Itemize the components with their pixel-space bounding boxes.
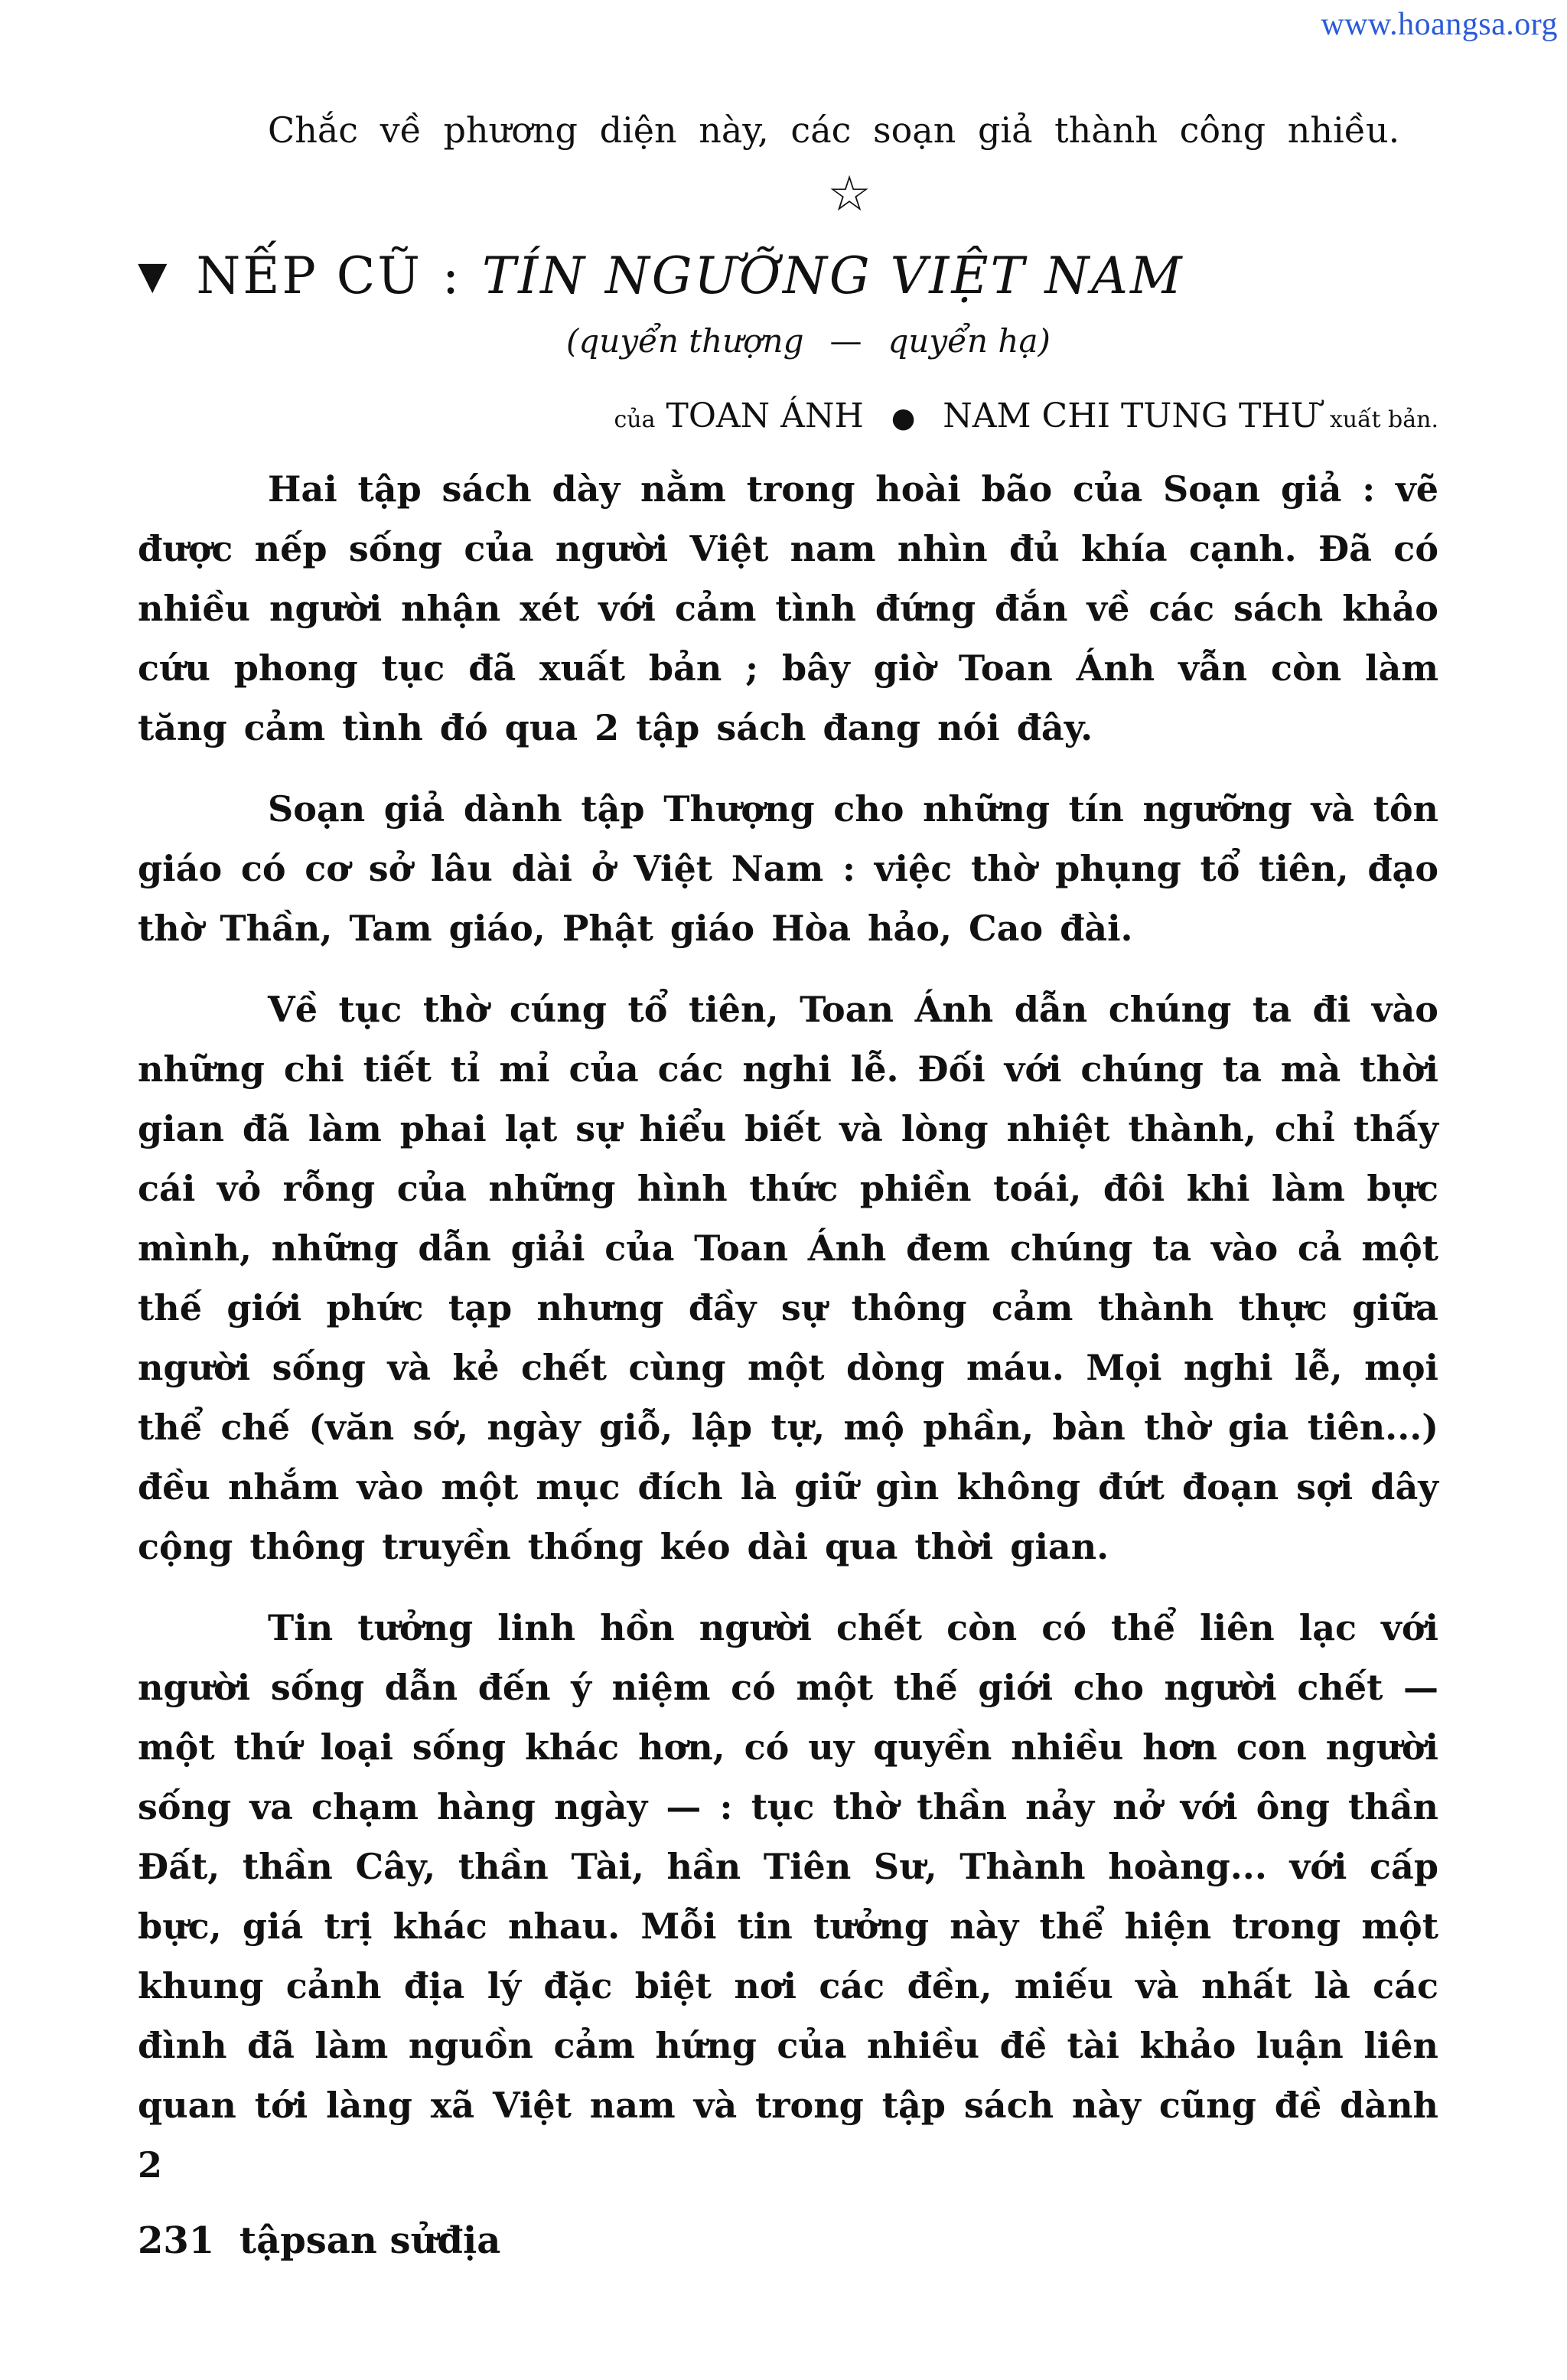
paragraph: Về tục thờ cúng tổ tiên, Toan Ánh dẫn chúng ta đi vào những chi tiết tỉ mỉ của các nghi lễ. Đối với chúng ta mà thời gian đã làm phai lạt sự hiểu biết và lòng nhiệt thành, chỉ thấy cái vỏ rỗng của những hình thức phiền toái, đôi khi làm bực mình, những dẫn giải của Toan Ánh đem chúng ta vào cả một thế giới phức tạp nhưng đầy sự thông cảm thành thực giữa người sống và kẻ chết cùng một dòng máu. Mọi nghi lễ, mọi thể chế (văn sớ, ngày giỗ, lập tự, mộ phần, bàn thờ gia tiên...) đều nhắm vào một mục đích là giữ gìn không đứt đoạn sợi dây cộng thông truyền thống kéo dài qua thời gian. [138,989,1438,1567]
section-heading [138,242,1438,315]
paragraph: Hai tập sách dày nằm trong hoài bão của Soạn giả : vẽ được nếp sống của người Việt nam nhìn đủ khía cạnh. Đã có nhiều người nhận xét với cảm tình đứng đắn về các sách khảo cứu phong tục đã xuất bản ; bây giờ Toan Ánh vẫn còn làm tăng cảm tình đó qua 2 tập sách đang nói đây. [138,468,1438,748]
publisher-name: NAM CHI TUNG THƯ [943,396,1319,435]
dot-bullet-icon: ● [891,403,916,434]
page-footer [138,2219,500,2262]
book-title: TÍN NGƯỠNG VIỆT NAM [482,246,1184,305]
subtitle-left: (quyển thượng [566,322,804,360]
paragraph: Tin tưởng linh hồn người chết còn có thể liên lạc với người sống dẫn đến ý niệm có một thế giới cho người chết — một thứ loại sống khác hơn, có uy quyền nhiều hơn con người sống va chạm hàng ngày — : tục thờ thần nảy nở với ông thần Đất, thần Cây, thần Tài, hần Tiên Sư, Thành hoàng... với cấp bực, giá trị khác nhau. Mỗi tin tưởng này thể hiện trong một khung cảnh địa lý đặc biệt nơi các đền, miếu và nhất là các đình đã làm nguồn cảm hứng của nhiều đề tài khảo luận liên quan tới làng xã Việt nam và trong tập sách này cũng đề dành 2 [138,1607,1438,2186]
page-number: 231 [138,2219,215,2262]
watermark-url: www.hoangsa.org [1321,7,1558,42]
subtitle-right: quyển hạ) [888,322,1051,360]
subtitle-dash: — [829,322,862,360]
heading-label: NẾP CŨ [196,246,422,305]
author-prefix: của [614,406,656,433]
publisher-suffix: xuất bản. [1329,406,1438,433]
publication-name: tậpsan sửđịa [239,2219,501,2262]
paragraph: Soạn giả dành tập Thượng cho những tín ngưỡng và tôn giáo có cơ sở lâu dài ở Việt Nam : việc thờ phụng tổ tiên, đạo thờ Thần, Tam giáo, Phật giáo Hòa hảo, Cao đài. [138,788,1438,949]
volume-subtitle [566,315,1438,368]
heading-separator: : [441,246,460,305]
author-publisher-line [138,390,1438,447]
intro-line: Chắc về phương diện này, các soạn giả thành công nhiều. [268,109,1400,151]
author-name: TOAN ÁNH [666,396,864,435]
page-content [138,99,1438,2195]
triangle-bullet-icon: ▼ [138,253,168,298]
star-separator-icon: ☆ [827,166,871,223]
